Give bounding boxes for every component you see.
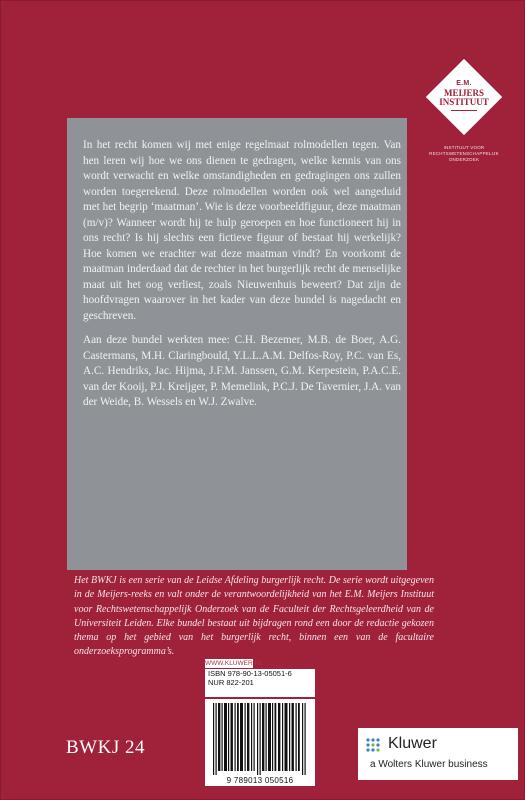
series-note: Het BWKJ is een serie van de Leidse Afdeling burgerlijk recht. De serie wordt uitgegeven in de Meijers-reeks en valt onder de verantwoordelijkheid van het E.M. Meijers Instituut voor Rechtswetenschappelijk Onderzoek van de Faculteit der Rechtsgeleerdheid van de Universiteit Leiden. Elke bundel bestaat uit bijdragen rond een door de redactie gekozen thema op het gebied van het burgerlijk recht, binnen een van de facultaire onderzoeksprogramma’s. [74, 575, 434, 658]
meijers-logo [424, 62, 504, 142]
isbn: ISBN 978-90-13-05051-6 [208, 669, 292, 678]
blurb-paragraph-2: Aan deze bundel werkten mee: C.H. Bezemer, M.B. de Boer, A.G. Castermans, M.H. Claringbould, Y.L.L.A.M. Delfos-Roy, P.C. van Es, A.C. Hendriks, Jac. Hijma, J.F.M. Janssen, G.M. Kerpestein, P.A.C.E. van der Kooij, P.J. Kreijger, P. Memelink, P.C.J. De Tavernier, J.A. van der Weide, B. Wessels en W.J. Zwalve. [83, 334, 401, 408]
isbn-box [205, 669, 315, 697]
kluwer-icon [364, 736, 384, 756]
publisher-tagline: a Wolters Kluwer business [370, 759, 488, 770]
logo-line2-3 [424, 89, 504, 107]
logo-sub3: ONDERZOEK [448, 157, 480, 162]
logo-sub1: INSTITUUT VOOR [443, 145, 485, 150]
blurb-text [83, 138, 401, 420]
publisher-logo [358, 728, 518, 780]
logo-sub2: RECHTSWETENSCHAPPELIJK [429, 151, 499, 156]
series-label: BWKJ 24 [66, 737, 145, 758]
barcode-bars [205, 699, 315, 775]
publisher-url: WWW.KLUWER.NL [205, 660, 263, 667]
nur: NUR 822-201 [208, 678, 254, 687]
blurb-paragraph-1: In het recht komen wij met enige regelmaat rolmodellen tegen. Van hen leren wij hoe we ons dienen te gedragen, welke kennis van ons wordt verwacht en welke omstandigheden en gedragingen ons zullen worden toegerekend. Deze rolmodellen worden ook wel aangeduid met het begrip ‘maatman’. Wie is deze voorbeeldfiguur, deze maatman (m/v)? Wanneer wordt hij te hulp geroepen en hoe functioneert hij in ons recht? Is hij slechts een fictieve figuur of bestaat hij werkelijk? Hoe komen we erachter wat deze maatman vindt? En voorkomt de maatman inderdaad dat de rechter in het burgerlijk recht de menselijke maat uit het oog verliest, zoals Nieuwenhuis beweert? Dat zijn de hoofdvragen waarover in het kader van deze bundel is nagedacht en geschreven. [83, 139, 401, 322]
logo-subtitle [412, 145, 516, 163]
logo-line1: E.M. [456, 80, 472, 87]
publisher-name: Kluwer [388, 735, 437, 752]
barcode-digits: 9 789013 050516 [205, 776, 315, 786]
logo-line3: INSTITUUT [439, 97, 489, 107]
logo-divider [451, 110, 477, 111]
barcode [205, 699, 315, 785]
logo-line2: MEIJERS [443, 88, 484, 98]
